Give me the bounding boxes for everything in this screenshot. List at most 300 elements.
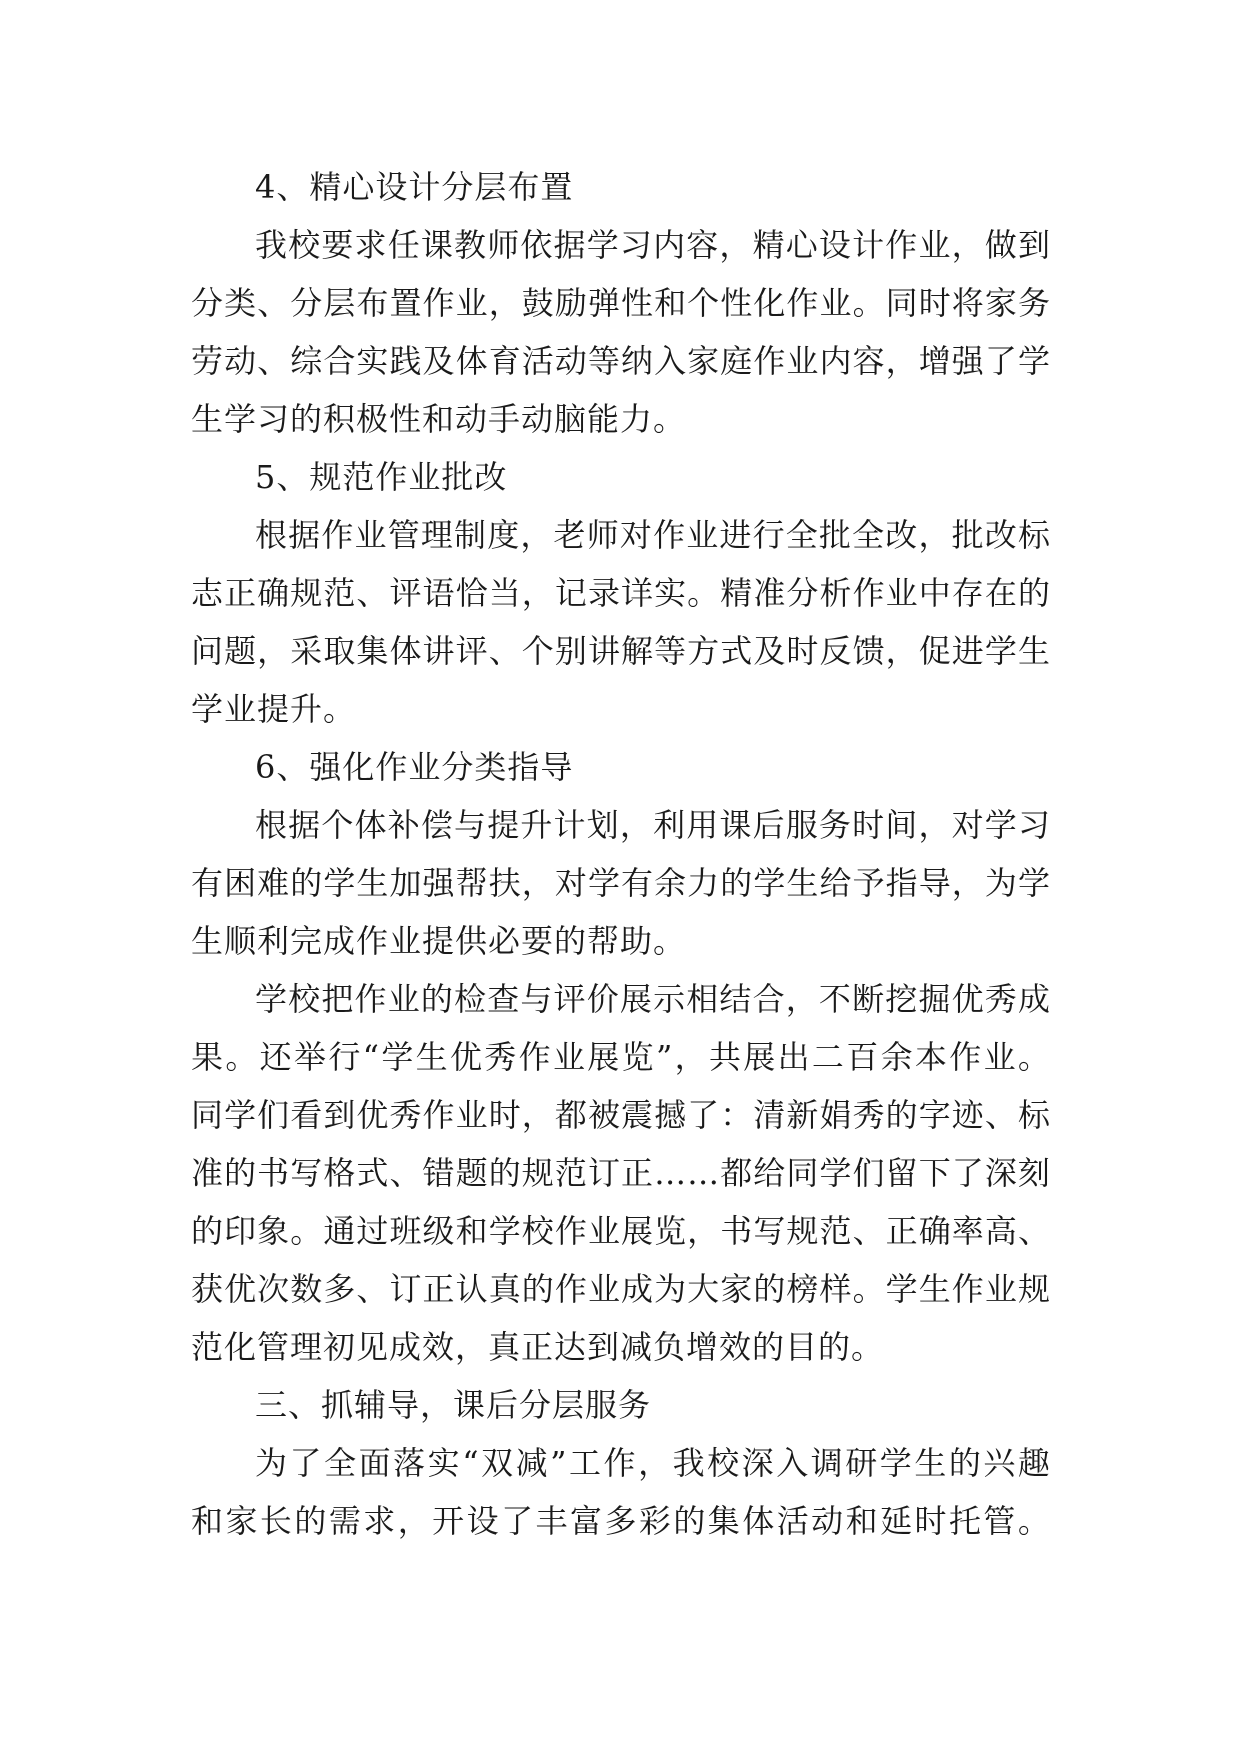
glyph: 置	[389, 284, 423, 322]
glyph: 双	[481, 1444, 515, 1482]
glyph: 挖	[885, 980, 919, 1018]
glyph: 据	[288, 516, 322, 554]
text-line: 学业提升。	[191, 690, 357, 728]
glyph: 分	[191, 284, 225, 322]
glyph: 当	[488, 574, 522, 612]
glyph: 。	[852, 1270, 886, 1308]
glyph: 学	[984, 632, 1018, 670]
glyph: 趣	[1017, 1444, 1051, 1482]
glyph: 了	[289, 1444, 323, 1482]
text-line	[191, 216, 1051, 274]
glyph: 学	[488, 1212, 522, 1250]
glyph: 入	[654, 342, 688, 380]
glyph: 业	[455, 284, 489, 322]
glyph: 评	[553, 980, 587, 1018]
glyph: 掘	[918, 980, 952, 1018]
glyph: 标	[1017, 1096, 1051, 1134]
text-line	[191, 506, 1051, 564]
glyph: 校	[288, 226, 322, 264]
glyph: 予	[852, 864, 886, 902]
text-line: 生顺利完成作业提供必要的帮助。	[191, 922, 687, 960]
glyph: 样	[819, 1270, 853, 1308]
glyph: 数	[290, 1270, 324, 1308]
glyph: 难	[257, 864, 291, 902]
glyph: 育	[488, 342, 522, 380]
glyph: 级	[422, 1212, 456, 1250]
glyph: 真	[488, 1270, 522, 1308]
glyph: 家	[720, 1270, 754, 1308]
glyph: 全	[324, 1444, 358, 1482]
glyph: 生	[1017, 632, 1051, 670]
glyph: 给	[819, 864, 853, 902]
glyph: 促	[918, 632, 952, 670]
glyph: 的	[753, 1270, 787, 1308]
glyph: 学	[885, 1270, 919, 1308]
glyph: 行	[328, 1038, 362, 1076]
glyph: 任	[387, 226, 421, 264]
glyph: 分	[786, 574, 820, 612]
glyph: 心	[785, 226, 819, 264]
glyph: 纳	[621, 342, 655, 380]
glyph: 正	[885, 1212, 919, 1250]
glyph: 实	[654, 574, 688, 612]
glyph: 强	[951, 342, 985, 380]
glyph: ，	[687, 1212, 721, 1250]
glyph: 集	[356, 632, 390, 670]
glyph: 题	[224, 632, 258, 670]
glyph: 家	[225, 1502, 259, 1540]
glyph: 确	[918, 1212, 952, 1250]
glyph: 了	[951, 1154, 985, 1192]
section-heading-5: 5、规范作业批改	[255, 458, 508, 496]
glyph: 业	[354, 516, 388, 554]
glyph: 据	[288, 806, 322, 844]
glyph: 式	[720, 632, 754, 670]
glyph: 层	[323, 284, 357, 322]
text-line	[191, 622, 1051, 680]
glyph: 检	[454, 980, 488, 1018]
glyph: 同	[885, 284, 919, 322]
glyph: 深	[984, 1154, 1018, 1192]
glyph: 范	[323, 574, 357, 612]
glyph: 划	[586, 806, 620, 844]
glyph: 果	[191, 1038, 225, 1076]
glyph: 家	[687, 342, 721, 380]
glyph: 对	[554, 864, 588, 902]
glyph: 内	[819, 342, 853, 380]
glyph: 务	[818, 806, 852, 844]
glyph: 书	[257, 1154, 291, 1192]
glyph: 励	[554, 284, 588, 322]
glyph: 记	[554, 574, 588, 612]
glyph: 秀	[852, 1096, 886, 1134]
glyph: 问	[191, 632, 225, 670]
glyph: 业	[387, 980, 421, 1018]
glyph: 式	[356, 1154, 390, 1192]
glyph: 通	[323, 1212, 357, 1250]
glyph: 的	[673, 1502, 707, 1540]
glyph: 。	[687, 574, 721, 612]
glyph: 错	[422, 1154, 456, 1192]
glyph: 优	[951, 980, 985, 1018]
glyph: 解	[621, 632, 655, 670]
glyph: ，	[918, 806, 952, 844]
glyph: 容	[686, 226, 720, 264]
glyph: 字	[918, 1096, 952, 1134]
glyph: 作	[518, 1038, 552, 1076]
glyph: 兴	[983, 1444, 1017, 1482]
glyph: “	[362, 1038, 380, 1076]
glyph: ，	[719, 226, 753, 264]
glyph: 的	[521, 1270, 555, 1308]
glyph: 业	[786, 342, 820, 380]
glyph: 据	[553, 226, 587, 264]
glyph: 恰	[455, 574, 489, 612]
glyph: 迹	[951, 1096, 985, 1134]
glyph: 标	[1017, 516, 1051, 554]
glyph: 二	[811, 1038, 845, 1076]
glyph: 详	[621, 574, 655, 612]
glyph: 余	[654, 864, 688, 902]
glyph: 家	[984, 284, 1018, 322]
glyph: 强	[422, 864, 456, 902]
glyph: ：	[720, 1096, 754, 1134]
glyph: 正	[621, 1154, 655, 1192]
glyph: 、	[1017, 1212, 1051, 1250]
text-line	[191, 1086, 1051, 1144]
glyph: 体	[354, 806, 388, 844]
glyph: 到	[1017, 226, 1051, 264]
glyph: 中	[918, 574, 952, 612]
glyph: 内	[653, 226, 687, 264]
glyph: 获	[191, 1270, 225, 1308]
glyph: 及	[753, 632, 787, 670]
glyph: 学	[381, 1038, 415, 1076]
glyph: 活	[776, 1502, 810, 1540]
glyph: 与	[520, 980, 554, 1018]
glyph: 作	[949, 1038, 983, 1076]
glyph: 度	[487, 516, 521, 554]
glyph: 的	[885, 1096, 919, 1134]
glyph: 时	[918, 284, 952, 322]
glyph: 了	[984, 342, 1018, 380]
glyph: 的	[191, 1212, 225, 1250]
glyph: 榜	[786, 1270, 820, 1308]
glyph: 馈	[852, 632, 886, 670]
glyph: 体	[455, 342, 489, 380]
glyph: 。	[290, 1212, 324, 1250]
glyph: 化	[753, 284, 787, 322]
glyph: 偿	[420, 806, 454, 844]
glyph: 和	[455, 1212, 489, 1250]
glyph: 相	[686, 980, 720, 1018]
glyph: 的	[488, 1154, 522, 1192]
glyph: 、	[852, 1212, 886, 1250]
glyph: 根	[255, 516, 289, 554]
glyph: 托	[948, 1502, 982, 1540]
glyph: 批	[951, 516, 985, 554]
glyph: …	[654, 1154, 688, 1192]
glyph: 个	[321, 806, 355, 844]
glyph: 活	[521, 342, 555, 380]
glyph: 体	[742, 1502, 776, 1540]
glyph: 需	[328, 1502, 362, 1540]
glyph: 和	[654, 284, 688, 322]
glyph: 生	[914, 1444, 948, 1482]
glyph: 查	[487, 980, 521, 1018]
glyph: 进	[719, 516, 753, 554]
glyph: 综	[290, 342, 324, 380]
glyph: 精	[720, 574, 754, 612]
glyph: 个	[687, 284, 721, 322]
glyph: 出	[777, 1038, 811, 1076]
glyph: 学	[323, 864, 357, 902]
glyph: 的	[1017, 574, 1051, 612]
glyph: 余	[880, 1038, 914, 1076]
glyph: 计	[852, 226, 886, 264]
glyph: 性	[720, 284, 754, 322]
glyph: ，	[520, 516, 554, 554]
text-line	[191, 564, 1051, 622]
glyph: 作	[554, 1212, 588, 1250]
glyph: 为	[984, 864, 1018, 902]
glyph: 业	[587, 1212, 621, 1250]
glyph: 要	[321, 226, 355, 264]
glyph: 布	[356, 284, 390, 322]
text-line	[191, 1434, 1051, 1492]
glyph: 学	[753, 864, 787, 902]
glyph: 把	[321, 980, 355, 1018]
glyph: 、	[257, 284, 291, 322]
glyph: 反	[819, 632, 853, 670]
glyph: 断	[852, 980, 886, 1018]
glyph: 设	[818, 226, 852, 264]
glyph: 为	[654, 1270, 688, 1308]
glyph: ”	[655, 1038, 674, 1076]
glyph: ，	[521, 574, 555, 612]
glyph: 落	[393, 1444, 427, 1482]
glyph: 困	[224, 864, 258, 902]
glyph: 撼	[654, 1096, 688, 1134]
glyph: 的	[420, 980, 454, 1018]
glyph: 力	[687, 864, 721, 902]
text-line	[191, 970, 1051, 1028]
glyph: 劳	[191, 342, 225, 380]
glyph: 被	[587, 1096, 621, 1134]
glyph: 别	[554, 632, 588, 670]
glyph: 分	[290, 284, 324, 322]
glyph: 导	[918, 864, 952, 902]
glyph: 学	[819, 1154, 853, 1192]
glyph: 改	[885, 516, 919, 554]
glyph: 扶	[488, 864, 522, 902]
glyph: 清	[753, 1096, 787, 1134]
glyph: 与	[454, 806, 488, 844]
glyph: 。	[225, 1038, 259, 1076]
glyph: 帮	[455, 864, 489, 902]
glyph: 展	[743, 1038, 777, 1076]
glyph: 管	[387, 516, 421, 554]
glyph: 后	[752, 806, 786, 844]
glyph: 课	[719, 806, 753, 844]
glyph: 弹	[587, 284, 621, 322]
glyph: 准	[191, 1154, 225, 1192]
glyph: 格	[323, 1154, 357, 1192]
glyph: 规	[290, 574, 324, 612]
glyph: 题	[455, 1154, 489, 1192]
glyph: 们	[852, 1154, 886, 1192]
glyph: 语	[422, 574, 456, 612]
glyph: 作	[422, 284, 456, 322]
glyph: 志	[191, 574, 225, 612]
glyph: 减	[515, 1444, 549, 1482]
glyph: 改	[984, 516, 1018, 554]
glyph: 增	[918, 342, 952, 380]
glyph: ”	[550, 1444, 568, 1482]
text-line	[191, 332, 1051, 390]
glyph: 展	[621, 1212, 655, 1250]
glyph: 根	[255, 806, 289, 844]
glyph: 依	[520, 226, 554, 264]
glyph: 时	[786, 632, 820, 670]
glyph: 等	[654, 632, 688, 670]
glyph: 有	[191, 864, 225, 902]
glyph: 我	[255, 226, 289, 264]
glyph: 还	[259, 1038, 293, 1076]
glyph: 将	[951, 284, 985, 322]
glyph: 用	[686, 806, 720, 844]
glyph: 都	[554, 1096, 588, 1134]
glyph: ，	[885, 342, 919, 380]
glyph: 多	[323, 1270, 357, 1308]
glyph: 指	[885, 864, 919, 902]
glyph: 实	[427, 1444, 461, 1482]
glyph: 业	[819, 284, 853, 322]
glyph: 写	[753, 1212, 787, 1250]
glyph: “	[462, 1444, 480, 1482]
glyph: 共	[708, 1038, 742, 1076]
glyph: 生	[415, 1038, 449, 1076]
glyph: 在	[984, 574, 1018, 612]
glyph: 方	[687, 632, 721, 670]
glyph: 。	[1017, 1502, 1051, 1540]
glyph: 等	[587, 342, 621, 380]
glyph: 印	[224, 1212, 258, 1250]
glyph: 业	[455, 1096, 489, 1134]
glyph: 及	[422, 342, 456, 380]
glyph: 对	[951, 806, 985, 844]
glyph: 的	[294, 1502, 328, 1540]
glyph: 业	[983, 1038, 1017, 1076]
glyph: 作	[951, 1270, 985, 1308]
glyph: 有	[621, 864, 655, 902]
glyph: ，	[397, 1502, 431, 1540]
glyph: 研	[845, 1444, 879, 1482]
glyph: 集	[707, 1502, 741, 1540]
glyph: 。	[852, 284, 886, 322]
glyph: 容	[852, 342, 886, 380]
section-heading-3: 三、抓辅导，课后分层服务	[255, 1386, 652, 1424]
glyph: 作	[786, 284, 820, 322]
glyph: 讲	[422, 632, 456, 670]
glyph: 业	[918, 226, 952, 264]
glyph: 的	[290, 864, 324, 902]
glyph: 析	[819, 574, 853, 612]
glyph: 、	[356, 1270, 390, 1308]
text-line	[191, 274, 1051, 332]
glyph: 个	[521, 632, 555, 670]
glyph: 书	[720, 1212, 754, 1250]
glyph: ，	[638, 1444, 672, 1482]
glyph: 作	[852, 574, 886, 612]
glyph: 作	[603, 1444, 637, 1482]
glyph: 规	[521, 1154, 555, 1192]
glyph: 时	[852, 806, 886, 844]
glyph: 优	[356, 1096, 390, 1134]
glyph: 加	[389, 864, 423, 902]
glyph: 学	[224, 1096, 258, 1134]
glyph: 大	[687, 1270, 721, 1308]
text-line	[191, 1260, 1051, 1318]
glyph: 生	[918, 1270, 952, 1308]
glyph: 全	[852, 516, 886, 554]
glyph: 多	[604, 1502, 638, 1540]
glyph: 规	[1017, 1270, 1051, 1308]
glyph: 求	[363, 1502, 397, 1540]
glyph: 入	[776, 1444, 810, 1482]
glyph: ，	[951, 226, 985, 264]
glyph: 高	[984, 1212, 1018, 1250]
glyph: 动	[554, 342, 588, 380]
glyph: ，	[918, 516, 952, 554]
glyph: 写	[290, 1154, 324, 1192]
glyph: 深	[741, 1444, 775, 1482]
glyph: 作	[753, 342, 787, 380]
glyph: 彩	[638, 1502, 672, 1540]
glyph: 存	[951, 574, 985, 612]
glyph: 作	[653, 516, 687, 554]
glyph: 丰	[535, 1502, 569, 1540]
glyph: 览	[621, 1038, 655, 1076]
section-heading-6: 6、强化作业分类指导	[255, 748, 574, 786]
glyph: 为	[255, 1444, 289, 1482]
glyph: 工	[569, 1444, 603, 1482]
glyph: 震	[621, 1096, 655, 1134]
glyph: 长	[259, 1502, 293, 1540]
glyph: 取	[323, 632, 357, 670]
glyph: 求	[354, 226, 388, 264]
glyph: 作	[354, 980, 388, 1018]
glyph: 新	[786, 1096, 820, 1134]
glyph: 老	[553, 516, 587, 554]
glyph: 践	[389, 342, 423, 380]
glyph: 正	[224, 574, 258, 612]
text-line	[191, 1144, 1051, 1202]
glyph: 、	[488, 632, 522, 670]
glyph: 作	[422, 1096, 456, 1134]
glyph: 了	[501, 1502, 535, 1540]
glyph: 延	[880, 1502, 914, 1540]
glyph: 象	[257, 1212, 291, 1250]
glyph: 学	[1017, 864, 1051, 902]
glyph: 给	[753, 1154, 787, 1192]
glyph: 范	[554, 1154, 588, 1192]
glyph: 范	[819, 1212, 853, 1250]
glyph: 生	[356, 864, 390, 902]
glyph: 、	[984, 1096, 1018, 1134]
glyph: 次	[257, 1270, 291, 1308]
text-line	[191, 854, 1051, 912]
